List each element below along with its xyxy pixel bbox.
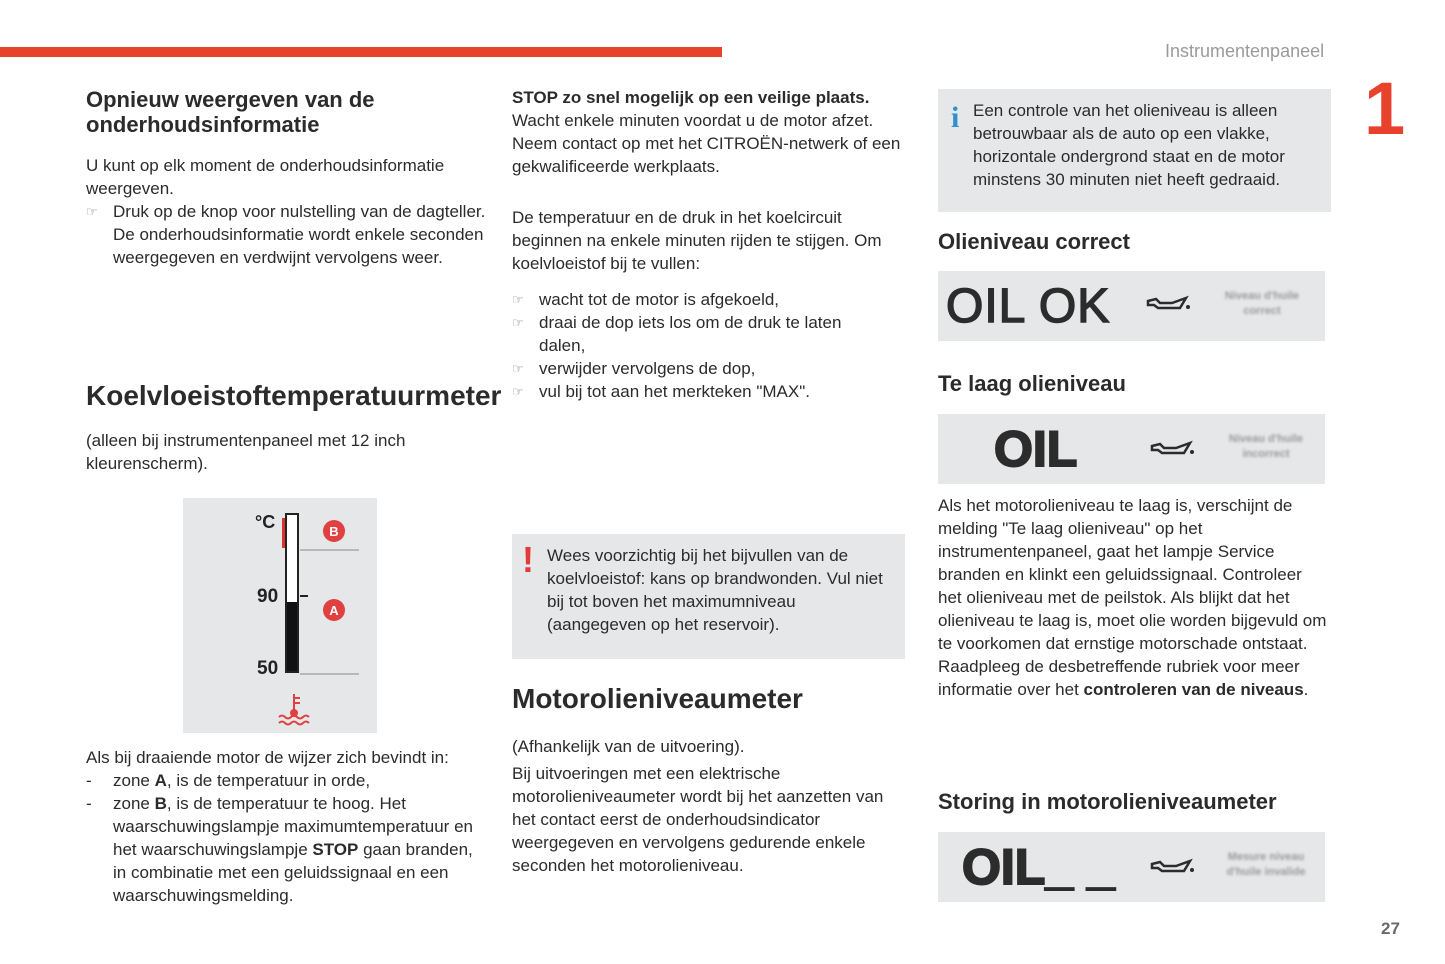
list-item — [512, 311, 892, 357]
refill-steps-list — [512, 288, 892, 403]
coolant-gauge-figure — [183, 498, 377, 733]
zone-b-stop: STOP — [312, 840, 359, 859]
oil-fault-caption: Mesure niveau d'huile invalide — [1226, 851, 1306, 878]
info-text: Een controle van het olieniveau is alleen betrouwbaar als de auto op een vlakke, horizontale ondergrond staat en de motor minstens 30 minuten niet heeft gedraaid. — [973, 101, 1285, 189]
paragraph-electric: Bij uitvoeringen met een elektrische motorolieniveaumeter wordt bij het aanzetten van het contact eerst de onderhoudsindicator weergegeven en vervolgens gedurende enkele seconden het motorolieniveau. — [512, 764, 884, 875]
oil-low-panel — [938, 414, 1325, 484]
oil-low-display: OIL — [994, 421, 1078, 477]
oil-ok-display: OIL OK — [946, 280, 1111, 333]
oil-gauge-heading-block — [512, 683, 912, 715]
stop-bold-text: STOP zo snel mogelijk op een veilige plaats. — [512, 88, 870, 107]
gauge-unit-label: °C — [255, 512, 276, 532]
stop-block — [512, 86, 907, 178]
zone-b-post: gaan branden, in combinatie met een geluidssignaal en een waarschuwingsmelding. — [113, 840, 473, 905]
list-item — [512, 380, 892, 403]
dash-marker: - — [86, 771, 92, 790]
warning-box — [512, 534, 905, 659]
coolant-note-block — [86, 429, 446, 475]
page-number: 27 — [1381, 919, 1400, 938]
oil-can-icon — [1150, 438, 1196, 462]
chapter-number: 1 — [1364, 67, 1406, 150]
list-item — [512, 288, 892, 311]
column-left — [86, 87, 486, 137]
gauge-label-90: 90 — [257, 586, 279, 607]
heading-oil-gauge: Motorolieniveaumeter — [512, 683, 803, 714]
hand-bullet-icon: ☞ — [512, 361, 524, 376]
coolant-gauge-svg — [183, 498, 377, 733]
stop-rest-text: Wacht enkele minuten voordat u de motor afzet. Neem contact op met het CITROËN-netwerk of een gekwalificeerde werkplaats. — [512, 111, 901, 176]
zone-b-letter: B — [329, 524, 339, 539]
low-text-block — [938, 494, 1328, 701]
oil-ok-panel — [938, 271, 1325, 341]
zone-a-post: , is de temperatuur in orde, — [166, 771, 371, 790]
oil-gauge-text-block — [512, 735, 897, 877]
zone-a-letter: A — [329, 603, 339, 618]
oil-can-icon — [1146, 293, 1192, 317]
bullet-reset — [86, 200, 486, 223]
paragraph-reset: U kunt op elk moment de onderhoudsinformatie weergeven. — [86, 156, 445, 198]
coolant-heading-block — [86, 380, 502, 412]
low-heading-block — [938, 371, 1332, 396]
oil-fault-panel — [938, 832, 1325, 902]
step-text: wacht tot de motor is afgekoeld, — [539, 290, 780, 309]
info-box — [938, 89, 1331, 212]
bullet-reset-text: Druk op de knop voor nulstelling van de dagteller. — [113, 202, 486, 221]
paragraph-depends: (Afhankelijk van de uitvoering). — [512, 737, 745, 756]
zone-a-letter-text: A — [154, 771, 167, 790]
zone-a-pre: zone — [113, 771, 155, 790]
warning-icon: ! — [522, 539, 534, 580]
heading-oil-fault: Storing in motorolieniveaumeter — [938, 789, 1277, 814]
zones-text-block — [86, 746, 486, 907]
hand-bullet-icon: ☞ — [86, 204, 98, 219]
list-item — [512, 357, 892, 380]
reset-text-block — [86, 154, 486, 269]
coolant-temperature-icon — [279, 694, 309, 725]
top-accent-bar — [0, 47, 722, 57]
zone-b-pre: zone — [113, 794, 155, 813]
zone-b-mid: , is de temperatuur te hoog. Het waarschuwingslampje maximumtemperatuur en het waarschuwingslampje — [113, 794, 473, 859]
step-text: draai de dop iets los om de druk te laten dalen, — [539, 313, 842, 355]
step-text: verwijder vervolgens de dop, — [539, 359, 756, 378]
zone-a-item — [86, 769, 486, 792]
heading-reset-info: Opnieuw weergeven van de onderhoudsinformatie — [86, 87, 375, 137]
paragraph-pressure: De temperatuur en de druk in het koelcircuit beginnen na enkele minuten rijden te stijgen. Om koelvloeistof bij te vullen: — [512, 208, 882, 273]
gauge-label-50: 50 — [257, 658, 279, 679]
zone-b-item — [86, 792, 486, 907]
heading-oil-low: Te laag olieniveau — [938, 371, 1126, 396]
fault-heading-block — [938, 789, 1332, 814]
consult-post: . — [1303, 680, 1309, 699]
hand-bullet-icon: ☞ — [512, 292, 524, 307]
bullet-reset-continuation: De onderhoudsinformatie wordt enkele seconden weergegeven en verdwijnt vervolgens weer. — [113, 225, 484, 267]
zone-b-letter-text: B — [154, 794, 167, 813]
paragraph-consult — [938, 655, 1328, 701]
paragraph-zones-intro: Als bij draaiende motor de wijzer zich bevindt in: — [86, 748, 449, 767]
hand-bullet-icon: ☞ — [512, 315, 524, 330]
info-icon: i — [951, 101, 960, 134]
hand-bullet-icon: ☞ — [512, 384, 524, 399]
warning-text: Wees voorzichtig bij het bijvullen van de koelvloeistof: kans op brandwonden. Vul niet bij tot boven het maximumniveau (aangegeven op het reservoir). — [547, 546, 883, 634]
section-title: Instrumentenpaneel — [1165, 41, 1325, 61]
heading-oil-correct: Olieniveau correct — [938, 229, 1130, 254]
pressure-block — [512, 206, 892, 275]
paragraph-oil-low: Als het motorolieniveau te laag is, verschijnt de melding "Te laag olieniveau" op het instrumentenpaneel, gaat het lampje Service branden en klinkt een geluidssignaal. Controleer het olieniveau met de peilstok. Als blijkt dat het olieniveau te laag is, moet olie worden bijgevuld om te voorkomen dat ernstige motorschade ontstaat. — [938, 496, 1327, 653]
heading-coolant-gauge: Koelvloeistoftemperatuurmeter — [86, 380, 502, 411]
consult-pre: Raadpleeg de desbetreffende rubriek voor meer informatie over het — [938, 657, 1300, 699]
consult-bold: controleren van de niveaus — [1083, 680, 1304, 699]
oil-low-caption: Niveau d'huile incorrect — [1228, 433, 1304, 460]
oil-ok-caption: Niveau d'huile correct — [1224, 290, 1300, 317]
oil-fault-display: OIL_ _ — [962, 839, 1115, 895]
oil-can-icon — [1150, 856, 1196, 880]
paragraph-coolant-note: (alleen bij instrumentenpaneel met 12 inch kleurenscherm). — [86, 431, 406, 473]
stop-paragraph — [512, 86, 907, 178]
dash-marker: - — [86, 794, 92, 813]
correct-heading-block — [938, 229, 1332, 254]
gauge-fill — [287, 602, 297, 671]
step-text: vul bij tot aan het merkteken "MAX". — [539, 382, 810, 401]
gauge-red-zone — [282, 518, 285, 548]
